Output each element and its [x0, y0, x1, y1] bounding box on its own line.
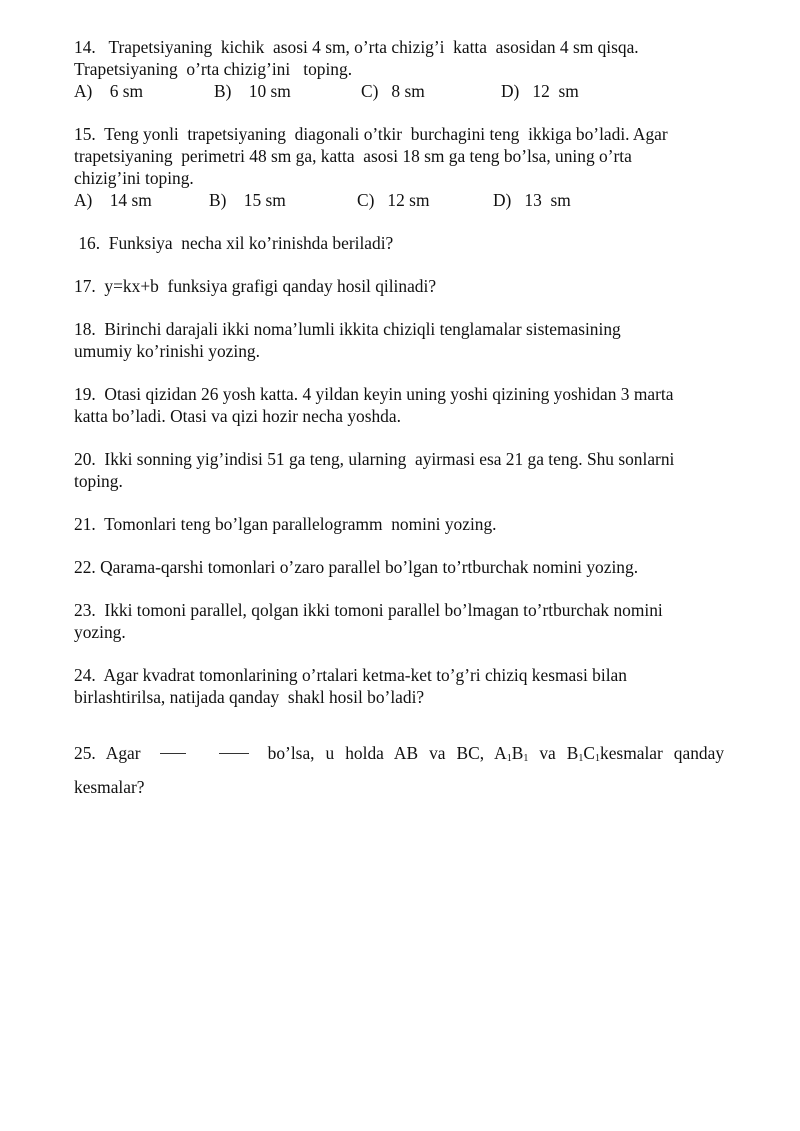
question-17: 17. y=kx+b funksiya grafigi qanday hosil qilinadi? — [74, 276, 437, 296]
question-21: 21. Tomonlari teng bo’lgan parallelogramm nomini yozing. — [74, 514, 497, 534]
segment-a1b1: $A_1B_1$ — [494, 743, 529, 764]
question-25 — [74, 742, 724, 798]
question-24-line2: birlashtirilsa, natijada qanday shakl hosil bo’ladi? — [74, 687, 425, 707]
question-20-line2: toping. — [74, 471, 123, 491]
question-20-line1: 20. Ikki sonning yig’indisi 51 ga teng, ularning ayirmasi esa 21 ga teng. Shu sonlarni — [74, 449, 675, 469]
question-15-line2: trapetsiyaning perimetri 48 sm ga, katta asosi 18 sm ga teng bo’lsa, uning o’rta — [74, 146, 632, 166]
question-15-option-d: D) 13 sm — [493, 190, 571, 210]
question-14-option-d: D) 12 sm — [501, 81, 579, 101]
worksheet-page — [74, 36, 724, 798]
question-14-line2: Trapetsiyaning o’rta chizig’ini toping. — [74, 59, 353, 79]
question-19 — [74, 383, 724, 427]
question-16: 16. Funksiya necha xil ko’rinishda beriladi? — [74, 233, 394, 253]
question-20 — [74, 448, 724, 492]
question-15-line3: chizig’ini toping. — [74, 168, 194, 188]
question-25-suffix: kesmalar qanday — [600, 743, 725, 763]
question-25-va: va — [539, 743, 556, 763]
question-14-option-c: C) 8 sm — [361, 81, 425, 101]
question-18-line1: 18. Birinchi darajali ikki noma’lumli ikkita chiziqli tenglamalar sistemasining — [74, 319, 621, 339]
question-14-option-b: B) 10 sm — [214, 81, 291, 101]
question-18-line2: umumiy ko’rinishi yozing. — [74, 341, 260, 361]
question-22: 22. Qarama-qarshi tomonlari o’zaro parallel bo’lgan to’rtburchak nomini yozing. — [74, 557, 639, 577]
question-23 — [74, 599, 724, 643]
segment-b1c1: $B_1C_1$ — [566, 743, 601, 764]
fraction-bar-2 — [219, 753, 249, 754]
question-19-line2: katta bo’ladi. Otasi va qizi hozir necha yoshda. — [74, 406, 401, 426]
question-15-line1: 15. Teng yonli trapetsiyaning diagonali o’tkir burchagini teng ikkiga bo’ladi. Agar — [74, 124, 668, 144]
question-25-line2: kesmalar? — [74, 777, 145, 797]
question-23-line1: 23. Ikki tomoni parallel, qolgan ikki tomoni parallel bo’lmagan to’rtburchak nomini — [74, 600, 663, 620]
question-25-prefix: 25. Agar — [74, 743, 141, 763]
question-14-options — [74, 80, 724, 102]
question-25-line1 — [74, 742, 724, 764]
question-15 — [74, 123, 724, 211]
question-14-line1: 14. Trapetsiyaning kichik asosi 4 sm, o’rta chizig’i katta asosidan 4 sm qisqa. — [74, 37, 639, 57]
question-14-option-a: A) 6 sm — [74, 81, 144, 101]
fraction-bar-1 — [160, 753, 186, 754]
question-19-line1: 19. Otasi qizidan 26 yosh katta. 4 yildan keyin uning yoshi qizining yoshidan 3 marta — [74, 384, 674, 404]
question-15-option-b: B) 15 sm — [209, 190, 286, 210]
question-14 — [74, 36, 724, 102]
question-18 — [74, 318, 724, 362]
question-15-options — [74, 189, 724, 211]
question-24-line1: 24. Agar kvadrat tomonlarining o’rtalari ketma-ket to’g’ri chiziq kesmasi bilan — [74, 665, 627, 685]
question-15-option-c: C) 12 sm — [357, 190, 430, 210]
question-15-option-a: A) 14 sm — [74, 190, 152, 210]
question-23-line2: yozing. — [74, 622, 126, 642]
question-25-middle: bo’lsa, u holda AB va BC, — [267, 743, 485, 763]
question-24 — [74, 664, 724, 708]
